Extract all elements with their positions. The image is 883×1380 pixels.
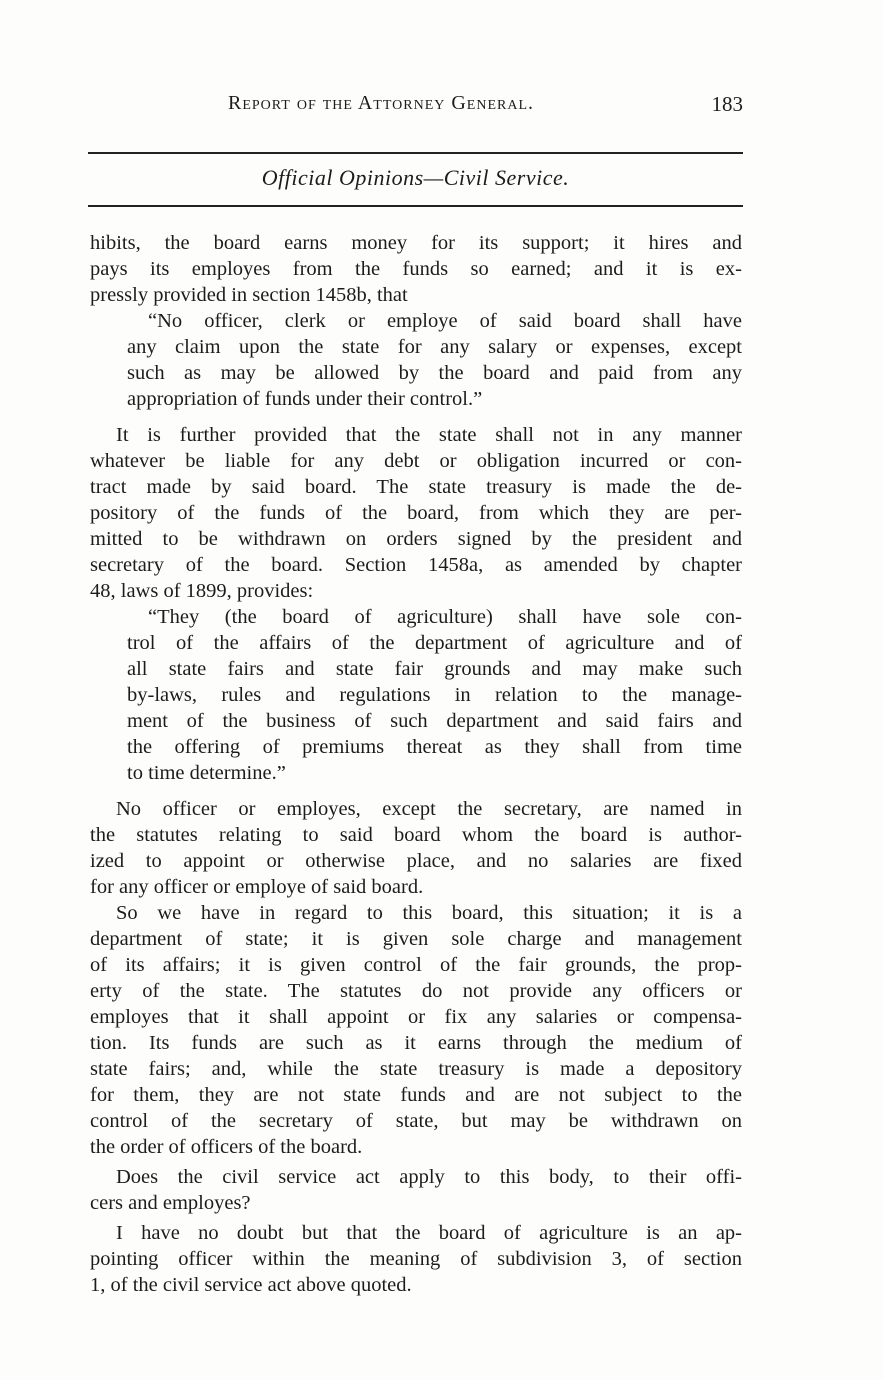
body-text <box>90 230 742 1298</box>
text-line: 48, laws of 1899, provides: <box>90 580 314 602</box>
quote-line: “No officer, clerk or employe of said board shall have <box>148 310 742 332</box>
text-line: 1, of the civil service act above quoted. <box>90 1274 412 1296</box>
paragraph-gap <box>90 412 742 422</box>
text-line: pressly provided in section 1458b, that <box>90 284 408 306</box>
quote-line: to time determine.” <box>127 762 286 784</box>
page-number: 183 <box>711 92 743 116</box>
text-line: No officer or employes, except the secretary, are named in <box>116 798 742 820</box>
text-line: Does the civil service act apply to this body, to their offi- <box>116 1166 742 1188</box>
text-line: cers and employes? <box>90 1192 251 1214</box>
header-rule-bottom <box>88 205 743 207</box>
text-line: control of the secretary of state, but may be withdrawn on <box>90 1110 742 1132</box>
running-head <box>88 92 743 122</box>
text-line: ized to appoint or otherwise place, and no salaries are fixed <box>90 850 742 872</box>
quote-line: any claim upon the state for any salary or expenses, except <box>127 336 742 358</box>
quote-line: “They (the board of agriculture) shall have sole con- <box>148 606 742 628</box>
text-line: hibits, the board earns money for its support; it hires and <box>90 232 742 254</box>
text-line: state fairs; and, while the state treasury is made a depository <box>90 1058 742 1080</box>
text-line: So we have in regard to this board, this situation; it is a <box>116 902 742 924</box>
text-line: secretary of the board. Section 1458a, as amended by chapter <box>90 554 742 576</box>
quote-line: by-laws, rules and regulations in relation to the manage- <box>127 684 742 706</box>
text-line: employes that it shall appoint or fix any salaries or compensa- <box>90 1006 742 1028</box>
text-line: whatever be liable for any debt or obligation incurred or con- <box>90 450 742 472</box>
quote-line: trol of the affairs of the department of agriculture and of <box>127 632 742 654</box>
running-title: Report of the Attorney General. <box>228 92 535 114</box>
text-line: the statutes relating to said board whom the board is author- <box>90 824 742 846</box>
paragraph-gap <box>90 786 742 796</box>
section-title: Official Opinions—Civil Service. <box>261 165 570 190</box>
text-line: pository of the funds of the board, from which they are per- <box>90 502 742 524</box>
quote-line: the offering of premiums thereat as they shall from time <box>127 736 742 758</box>
text-line: pays its employes from the funds so earned; and it is ex- <box>90 258 742 280</box>
text-line: I have no doubt but that the board of agriculture is an ap- <box>116 1222 742 1244</box>
header-rule-top <box>88 152 743 154</box>
text-line: It is further provided that the state shall not in any manner <box>116 424 742 446</box>
text-line: tion. Its funds are such as it earns through the medium of <box>90 1032 742 1054</box>
quote-line: all state fairs and state fair grounds and may make such <box>127 658 742 680</box>
text-line: for them, they are not state funds and are not subject to the <box>90 1084 742 1106</box>
text-line: for any officer or employe of said board. <box>90 876 424 898</box>
text-line: erty of the state. The statutes do not provide any officers or <box>90 980 742 1002</box>
text-line: the order of officers of the board. <box>90 1136 363 1158</box>
text-line: department of state; it is given sole charge and management <box>90 928 742 950</box>
text-line: of its affairs; it is given control of the fair grounds, the prop- <box>90 954 742 976</box>
text-line: mitted to be withdrawn on orders signed by the president and <box>90 528 742 550</box>
quote-line: appropriation of funds under their control.” <box>127 388 483 410</box>
quote-line: such as may be allowed by the board and paid from any <box>127 362 742 384</box>
quote-line: ment of the business of such department and said fairs and <box>127 710 742 732</box>
text-line: tract made by said board. The state treasury is made the de- <box>90 476 742 498</box>
text-line: pointing officer within the meaning of subdivision 3, of section <box>90 1248 742 1270</box>
